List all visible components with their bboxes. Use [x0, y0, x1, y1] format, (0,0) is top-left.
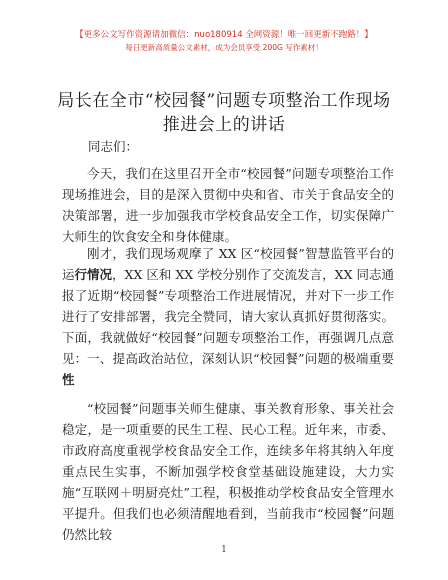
paragraph-2-bold: 行情况	[74, 267, 113, 282]
paragraph-1: 今天，我们在这里召开全市“校园餐”问题专项整治工作现场推进会，目的是深入贯彻中央和省、市关于食品安全的决策部署，进一步加强我市学校食品安全工作，切实保障广大师生的饮食安全和身体健康。	[62, 166, 394, 244]
section-heading-1	[62, 348, 394, 390]
section-heading-1-text: 一、提高政治站位，深刻认识“校园餐”问题的极端重要	[87, 351, 394, 366]
greeting: 同志们：	[88, 139, 139, 154]
document-title-line-2: 推进会上的讲话	[162, 115, 286, 135]
document-title-line-1: 局长在全市“校园餐”问题专项整治工作现场	[57, 91, 391, 111]
paragraph-2-text-a: 刚才，我们现场观摩了 XX 区“校园餐”智慧监管平台的运	[62, 246, 394, 282]
section-heading-1-bold: 性	[62, 372, 75, 387]
banner-line-1: 【更多公文写作资源请加微信：nuo180914 全网资源！唯一回更新不跑路！】	[75, 30, 373, 40]
banner-line-2: 每日更新高质量公文素材，成为会员享受 200G 写作素材！	[125, 43, 323, 52]
paragraph-2-text-b: ，XX 区和 XX 学校分别作了交流发言，XX 同志通报了近期“校园餐”专项整治工作进展情况，并对下一步工作进行了安排部署，我完全赞同，请大家认真抓好贯彻落实。下面，我就做好“校园餐”问题专项整治工作，再强调几点意见：	[62, 267, 394, 366]
page-number: 1	[221, 545, 227, 555]
paragraph-3: “校园餐”问题事关师生健康、事关教育形象、事关社会稳定，是一项重要的民生工程、民心工程。近年来，市委、市政府高度重视学校食品安全工作，连续多年将其纳入年度重点民生实事，不断加强学校食堂基础设施建设，大力实施“互联网＋明厨亮灶”工程，积极推动学校食品安全管理水平提升。但我们也必须清醒地看到，当前我市“校园餐”问题仍然比较	[62, 401, 394, 542]
